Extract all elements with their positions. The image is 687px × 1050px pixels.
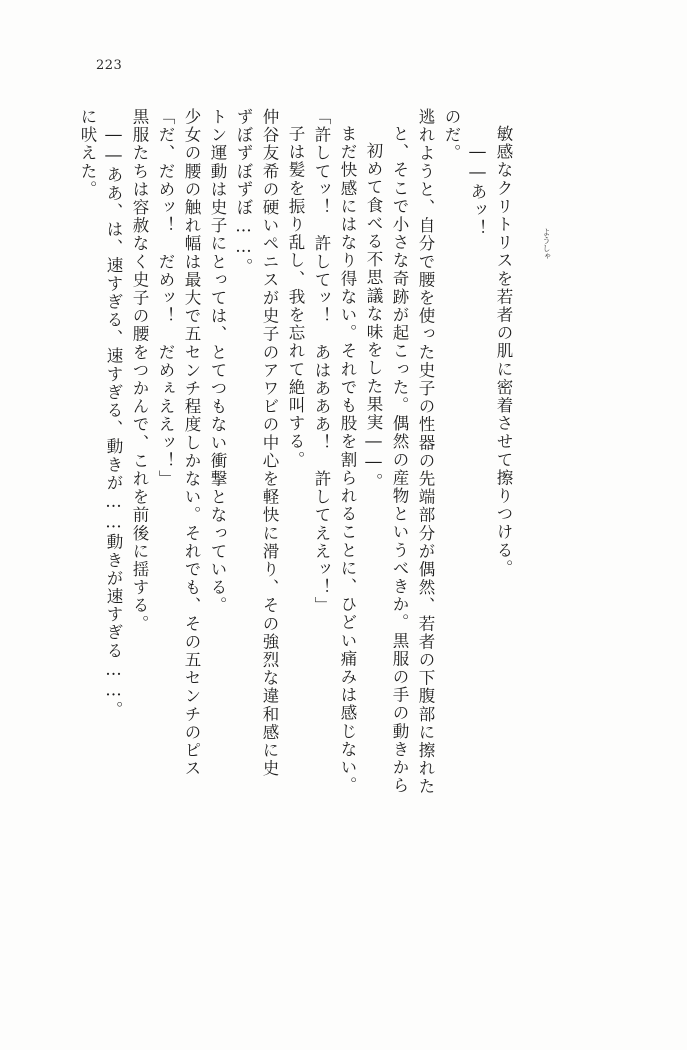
text-line: 子は髪を振り乱し、我を忘れて絶叫する。: [286, 125, 305, 469]
text-line: 仲谷友希の硬いペニスが史子のアワビの中心を軽快に滑り、その強烈な違和感に史: [260, 108, 279, 778]
text-line: に吠えた。: [78, 108, 97, 199]
text-line: ずぼずぼずぼ……。: [234, 108, 253, 276]
text-line: ――あッ！: [468, 142, 487, 238]
text-line: 「だ、だめッ！ だめッ！ だめぇええッ！」: [156, 108, 175, 489]
text-line: のだ。: [442, 108, 461, 163]
text-line: まだ快感にはなり得ない。それでも股を割られることに、ひどい痛みは感じない。: [338, 125, 357, 795]
text-line: ――ああ、は、速すぎる、速すぎる、動きが……動きが速すぎる……。: [104, 125, 123, 720]
text-line: トン運動は史子にとっては、とてつもない衝撃となっている。: [208, 108, 227, 615]
page-number: 223: [96, 58, 123, 73]
text-line: 逃れようと、自分で腰を使った史子の性器の先端部分が偶然、若者の下腹部に擦れた: [416, 108, 435, 796]
text-line: と、そこで小さな奇跡が起こった。偶然の産物というべきか。黒服の手の動きから: [390, 125, 409, 795]
text-line: 少女の腰の触れ幅は最大で五センチ程度しかない。それでも、その五センチのピス: [182, 108, 201, 778]
text-line: 敏感なクリトリスを若者の肌に密着させて擦りつける。: [494, 125, 513, 578]
text-line: 黒服たちは容赦なく史子の腰をつかんで、これを前後に揺する。: [130, 108, 149, 633]
text-line: 「許してッ！ 許してッ！ あはあああ！ 許してええッ！」: [312, 108, 331, 615]
text-line: 初めて食べる不思議な味をした果実――。: [364, 142, 383, 491]
vertical-text-block: [69, 108, 609, 988]
ruby-annotation: ようしゃ: [542, 228, 551, 260]
